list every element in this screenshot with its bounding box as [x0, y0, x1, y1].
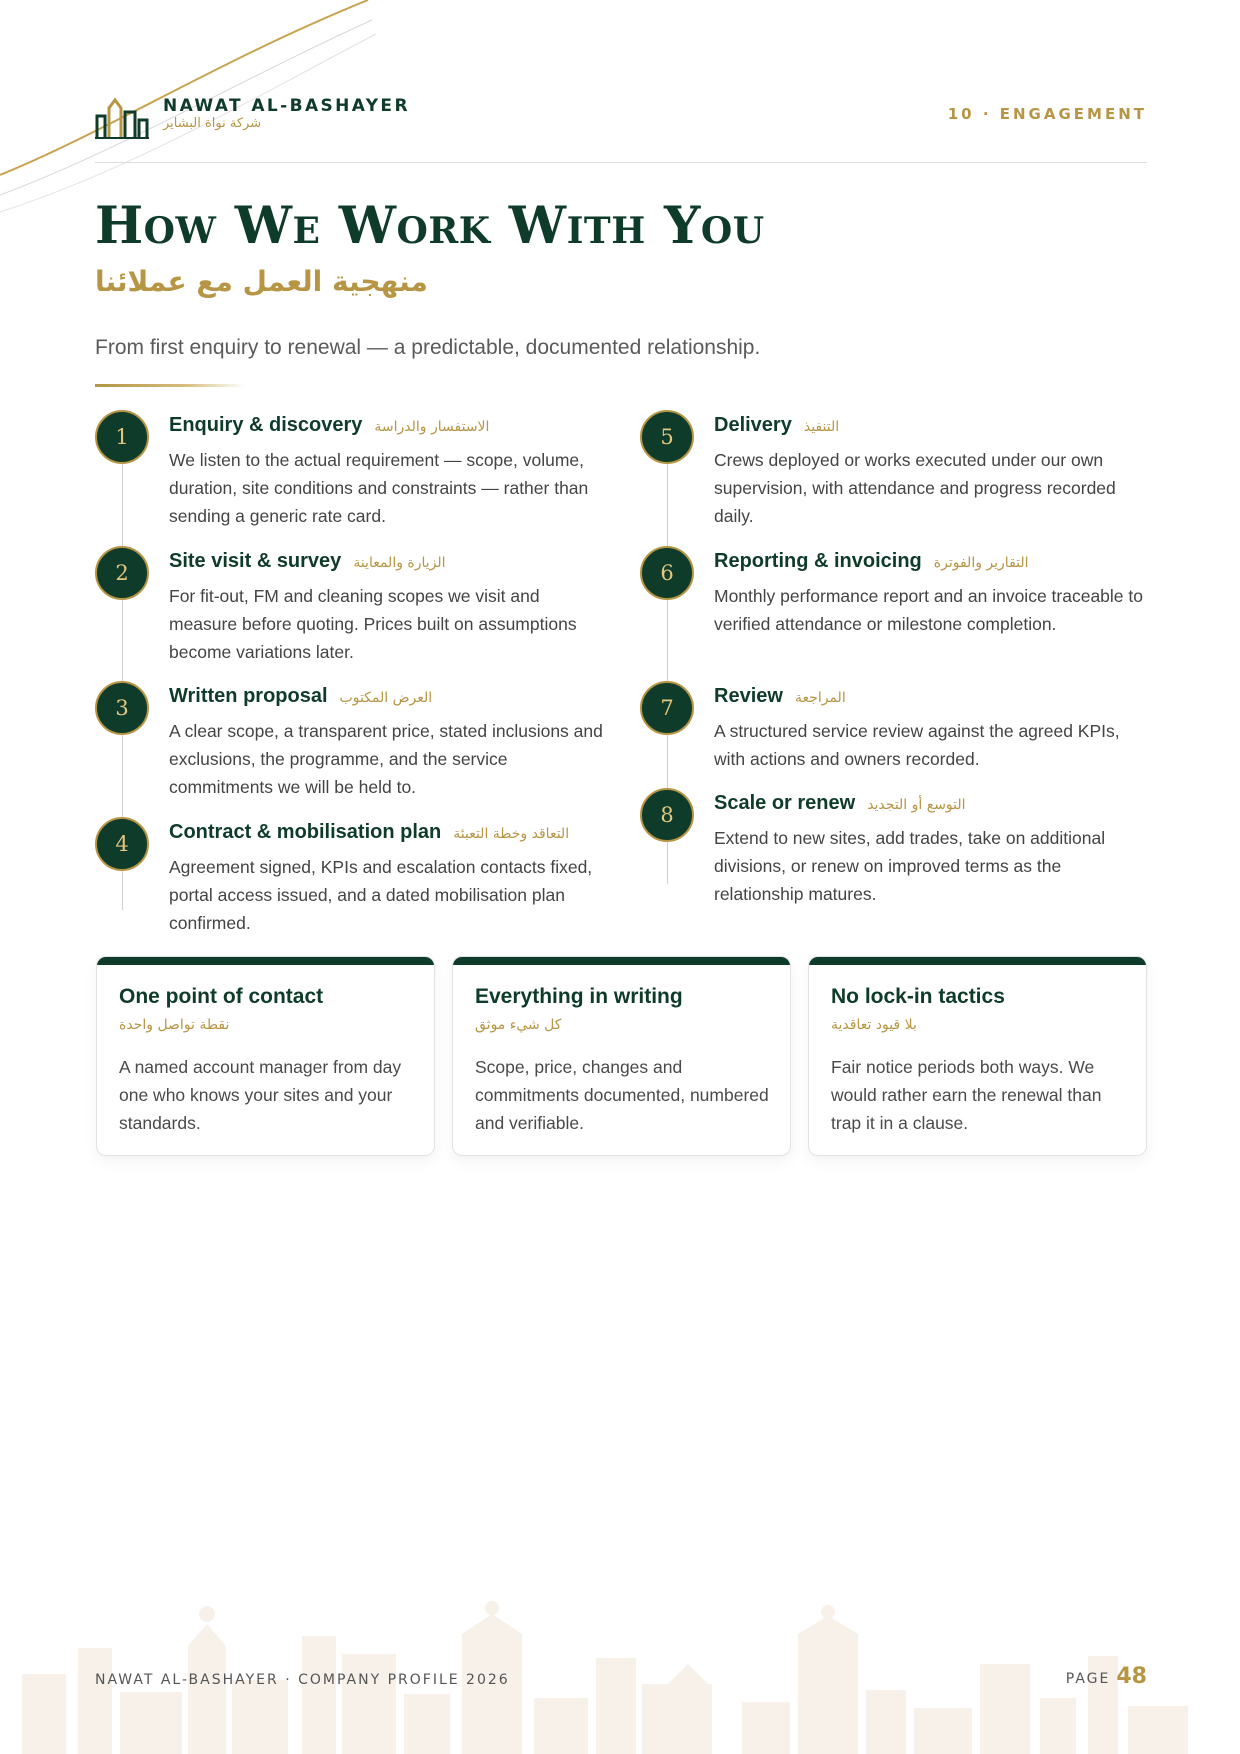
section-tag: 10 · ENGAGEMENT — [947, 105, 1147, 123]
step-description: For fit-out, FM and cleaning scopes we visit and measure before quoting. Prices built on assumptions become variations later. — [169, 586, 577, 662]
page-title-arabic: منهجية العمل مع عملائنا — [95, 265, 428, 298]
step-title: Delivery — [714, 414, 792, 436]
step-title-arabic: التوسع أو التجديد — [867, 797, 966, 813]
step-title-arabic: التنفيذ — [803, 419, 840, 435]
step-title: Review — [714, 685, 783, 707]
card-title: Everything in writing — [475, 985, 683, 1008]
step-title: Scale or renew — [714, 792, 856, 814]
card-description: Fair notice periods both ways. We would rather earn the renewal than trap it in a clause. — [831, 1057, 1102, 1133]
card-title: No lock-in tactics — [831, 985, 1005, 1008]
building-skyline-logo-icon — [95, 94, 149, 140]
step-title-arabic: المراجعة — [794, 690, 846, 706]
card-accent-bar — [453, 957, 790, 965]
principle-card — [452, 956, 791, 1156]
card-title-arabic: كل شيء موثق — [475, 1017, 562, 1033]
step-title-arabic: الزيارة والمعاينة — [353, 555, 446, 571]
title-accent-rule — [95, 384, 245, 387]
page-number: 48 — [1116, 1664, 1147, 1689]
page-header — [95, 90, 1147, 162]
page-title: How We Work With You — [95, 196, 765, 256]
step-title-arabic: التعاقد وخطة التعبئة — [453, 826, 570, 842]
step-number-badge: 4 — [95, 817, 149, 871]
card-description: Scope, price, changes and commitments documented, numbered and verifiable. — [475, 1057, 769, 1133]
step-number-badge: 1 — [95, 410, 149, 464]
footer-company-label: NAWAT AL-BASHAYER · COMPANY PROFILE 2026 — [95, 1672, 510, 1688]
step-description: Crews deployed or works executed under our own supervision, with attendance and progress recorded daily. — [714, 450, 1116, 526]
step-number-badge: 8 — [640, 788, 694, 842]
step-number-badge: 5 — [640, 410, 694, 464]
step-description: Agreement signed, KPIs and escalation contacts fixed, portal access issued, and a dated mobilisation plan confirmed. — [169, 857, 593, 933]
step-title: Contract & mobilisation plan — [169, 821, 442, 843]
page-label: PAGE — [1065, 1671, 1111, 1687]
step-description: A structured service review against the agreed KPIs, with actions and owners recorded. — [714, 721, 1120, 769]
step-number-badge: 7 — [640, 681, 694, 735]
step-number-badge: 3 — [95, 681, 149, 735]
step-description: A clear scope, a transparent price, stated inclusions and exclusions, the programme, and the service commitments we will be held to. — [169, 721, 603, 797]
step-description: Monthly performance report and an invoice traceable to verified attendance or milestone completion. — [714, 586, 1143, 634]
step-title: Written proposal — [169, 685, 328, 707]
principle-card — [96, 956, 435, 1156]
step-number-badge: 6 — [640, 546, 694, 600]
step-description: Extend to new sites, add trades, take on additional divisions, or renew on improved terms as the relationship matures. — [714, 828, 1106, 904]
step-number-badge: 2 — [95, 546, 149, 600]
step-title: Enquiry & discovery — [169, 414, 363, 436]
footer-page-indicator — [1066, 1664, 1147, 1689]
step-title-arabic: الاستفسار والدراسة — [374, 419, 490, 435]
brand-name-arabic: شركة نواة البشاير — [163, 116, 262, 131]
header-divider — [95, 162, 1147, 163]
card-title-arabic: بلا قيود تعاقدية — [831, 1017, 917, 1033]
card-accent-bar — [97, 957, 434, 965]
step-title-arabic: التقارير والفوترة — [933, 555, 1029, 571]
brand-name: NAWAT AL-BASHAYER — [163, 96, 410, 116]
step-title-arabic: العرض المكتوب — [339, 690, 433, 706]
card-title-arabic: نقطة تواصل واحدة — [119, 1017, 230, 1033]
step-title: Reporting & invoicing — [714, 550, 922, 572]
card-accent-bar — [809, 957, 1146, 965]
card-title: One point of contact — [119, 985, 324, 1008]
page-subtitle: From first enquiry to renewal — a predictable, documented relationship. — [95, 336, 761, 359]
step-title: Site visit & survey — [169, 550, 342, 572]
principle-card — [808, 956, 1147, 1156]
step-description: We listen to the actual requirement — scope, volume, duration, site conditions and constraints — rather than sending a generic rate card. — [169, 450, 589, 526]
card-description: A named account manager from day one who knows your sites and your standards. — [119, 1057, 402, 1133]
